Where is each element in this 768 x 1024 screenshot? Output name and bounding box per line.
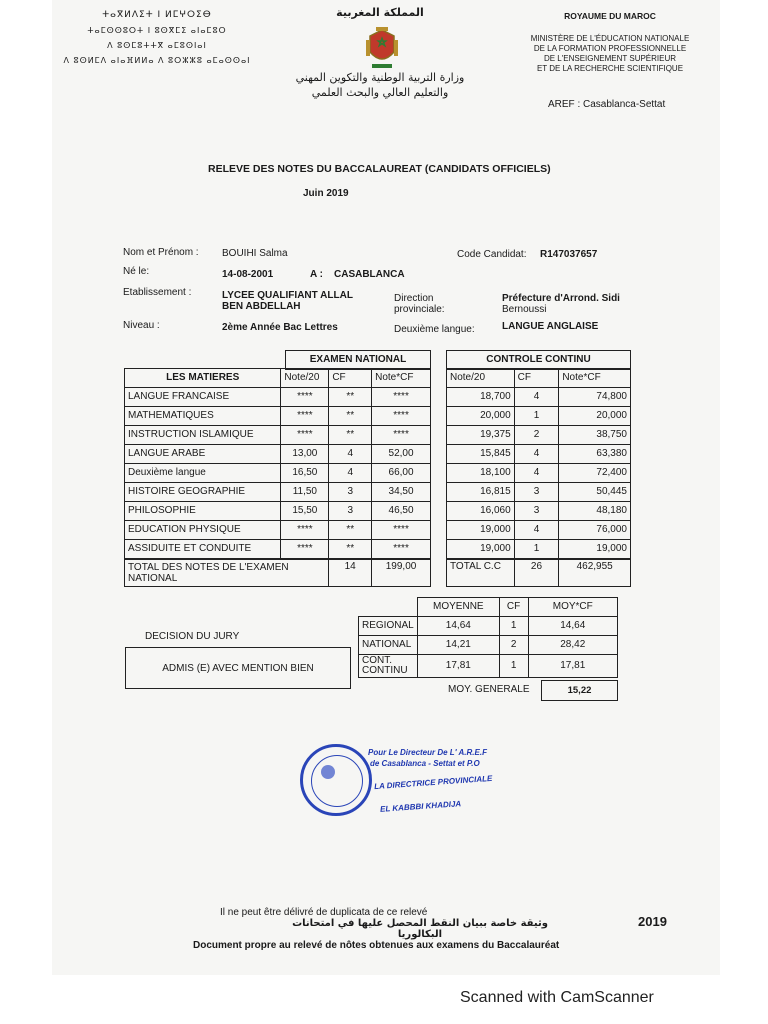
exam-note: 13,00	[281, 445, 329, 464]
cc-note: 15,845	[447, 445, 515, 464]
cc-note-cf: 74,800	[559, 388, 631, 407]
kingdom-label: ROYAUME DU MAROC	[564, 11, 656, 21]
cc-cf: 1	[514, 540, 559, 559]
duplicate-notice: Il ne peut être délivré de duplicata de ce relevé	[220, 907, 428, 918]
exam-total-value: 199,00	[372, 560, 431, 587]
average-row-label-line: CONT.	[362, 655, 392, 666]
exam-note-cf: ****	[372, 540, 431, 559]
average-row-label	[359, 636, 418, 655]
cc-note: 19,375	[447, 426, 515, 445]
stamp-line-4: EL KABBBI KHADIJA	[379, 799, 462, 814]
direction-line-2: Bernoussi	[502, 304, 547, 315]
exam-note-cf: ****	[372, 388, 431, 407]
level-label: Niveau :	[123, 320, 160, 331]
col-cf: CF	[329, 369, 372, 388]
exam-note: ****	[281, 426, 329, 445]
avg-col-cf: CF	[499, 598, 528, 617]
average-moyenne: 17,81	[417, 655, 499, 678]
language-value: LANGUE ANGLAISE	[502, 321, 599, 332]
school-name	[222, 290, 353, 312]
col-note-cf: Note*CF	[372, 369, 431, 388]
exam-row	[125, 426, 431, 445]
exam-row	[125, 502, 431, 521]
exam-row	[125, 540, 431, 559]
cc-col-note: Note/20	[447, 369, 515, 388]
name-label: Nom et Prénom :	[123, 247, 199, 258]
cc-cf: 4	[514, 388, 559, 407]
cc-note-cf: 76,000	[559, 521, 631, 540]
cc-note: 19,000	[447, 540, 515, 559]
exam-note-cf: ****	[372, 521, 431, 540]
decision-value: ADMIS (E) AVEC MENTION BIEN	[162, 662, 314, 674]
average-cf: 1	[499, 655, 528, 678]
ministry-line-3: DE L'ENSEIGNEMENT SUPÉRIEUR	[543, 54, 677, 63]
subject-name: ASSIDUITE ET CONDUITE	[125, 540, 281, 559]
cc-row	[447, 521, 631, 540]
cc-note-cf: 50,445	[559, 483, 631, 502]
born-place: CASABLANCA	[334, 269, 405, 280]
average-cf: 1	[499, 617, 528, 636]
stamp-line-3: LA DIRECTRICE PROVINCIALE	[373, 773, 493, 792]
cc-note: 18,100	[447, 464, 515, 483]
official-stamp-icon	[300, 744, 372, 816]
average-moy-cf: 14,64	[528, 617, 617, 636]
general-average-value: 15,22	[541, 680, 618, 701]
cc-col-cf: CF	[514, 369, 559, 388]
arabic-ministry-line-1: وزارة التربية الوطنية والتكوين المهني	[295, 71, 465, 84]
cc-row	[447, 483, 631, 502]
camscanner-watermark: Scanned with CamScanner	[460, 989, 654, 1006]
cc-row	[447, 502, 631, 521]
average-cf: 2	[499, 636, 528, 655]
school-line-1: LYCEE QUALIFIANT ALLAL	[222, 290, 353, 301]
cc-note-cf: 72,400	[559, 464, 631, 483]
arabic-ministry-line-2: والتعليم العالي والبحث العلمي	[311, 86, 449, 99]
exam-row	[125, 388, 431, 407]
aref-label: AREF : Casablanca-Settat	[548, 99, 666, 110]
exam-row	[125, 521, 431, 540]
cc-cf: 4	[514, 445, 559, 464]
cc-row	[447, 540, 631, 559]
code-label: Code Candidat:	[457, 249, 527, 260]
arabic-ministry	[290, 70, 470, 100]
exam-total-label-line-1: TOTAL DES NOTES DE L'EXAMEN	[128, 562, 289, 573]
exam-total-table	[124, 559, 431, 587]
cc-row	[447, 464, 631, 483]
subject-name: MATHEMATIQUES	[125, 407, 281, 426]
average-moy-cf: 17,81	[528, 655, 617, 678]
direction-label	[394, 293, 445, 315]
average-moyenne: 14,21	[417, 636, 499, 655]
ministry-line-4: ET DE LA RECHERCHE SCIENTIFIQUE	[536, 64, 684, 73]
general-average-label: MOY. GENERALE	[448, 684, 530, 695]
exam-cf: 4	[329, 464, 372, 483]
cc-col-note-cf: Note*CF	[559, 369, 631, 388]
candidate-code: R147037657	[540, 249, 598, 260]
average-row-label	[359, 655, 418, 678]
exam-cf: **	[329, 388, 372, 407]
exam-note: ****	[281, 407, 329, 426]
col-subject: LES MATIERES	[125, 369, 281, 388]
exam-note-cf: 66,00	[372, 464, 431, 483]
exam-row	[125, 445, 431, 464]
subject-name: PHILOSOPHIE	[125, 502, 281, 521]
decision-label: DECISION DU JURY	[145, 631, 240, 642]
kingdom-crest-icon	[364, 26, 400, 70]
page-title: RELEVE DES NOTES DU BACCALAUREAT (CANDIDATS OFFICIELS)	[208, 163, 551, 175]
average-row-label-line: REGIONAL	[362, 620, 414, 631]
born-at-label: A :	[310, 269, 323, 280]
school-label: Etablissement :	[123, 287, 192, 298]
cc-cf: 4	[514, 464, 559, 483]
exam-grades-table	[124, 368, 431, 559]
cc-note: 16,815	[447, 483, 515, 502]
col-note: Note/20	[281, 369, 329, 388]
ministry-line-2: DE LA FORMATION PROFESSIONNELLE	[533, 44, 687, 53]
exam-note-cf: ****	[372, 407, 431, 426]
exam-row	[125, 464, 431, 483]
exam-row	[125, 407, 431, 426]
cc-grades-table	[446, 368, 631, 559]
subject-name: LANGUE ARABE	[125, 445, 281, 464]
exam-cf: 3	[329, 502, 372, 521]
exam-note-cf: 34,50	[372, 483, 431, 502]
exam-note: 16,50	[281, 464, 329, 483]
cc-note-cf: 63,380	[559, 445, 631, 464]
average-moy-cf: 28,42	[528, 636, 617, 655]
cc-note-cf: 19,000	[559, 540, 631, 559]
ministry-label	[520, 34, 700, 74]
exam-national-header: EXAMEN NATIONAL	[286, 351, 431, 370]
born-label: Né le:	[123, 266, 150, 277]
exam-note: ****	[281, 521, 329, 540]
stamp-line-1: Pour Le Directeur De L' A.R.E.F	[368, 748, 487, 757]
cc-cf: 3	[514, 483, 559, 502]
cc-note: 18,700	[447, 388, 515, 407]
cc-cf: 3	[514, 502, 559, 521]
tifinagh-line-2: ⵜⴰⵎⵙⵙⵓⵔⵜ ⵏ ⵓⵙⴳⵎⵉ ⴰⵏⴰⵎⵓⵔ	[87, 26, 227, 35]
average-row-label	[359, 617, 418, 636]
exam-note-cf: 46,50	[372, 502, 431, 521]
born-date: 14-08-2001	[222, 269, 274, 280]
exam-total-cf: 14	[329, 560, 372, 587]
exam-total-label-line-2: NATIONAL	[128, 573, 178, 584]
cc-note: 16,060	[447, 502, 515, 521]
tifinagh-line-4: ⴷ ⵓⵙⵍⵎⴷ ⴰⵏⴰⴼⵍⵍⴰ ⴷ ⵓⵔⵣⵣⵓ ⴰⵎⴰⵙⵙⴰⵏ	[63, 56, 251, 65]
cc-row	[447, 407, 631, 426]
exam-note: ****	[281, 388, 329, 407]
cc-note-cf: 48,180	[559, 502, 631, 521]
average-moyenne: 14,64	[417, 617, 499, 636]
average-row-label-line: NATIONAL	[362, 639, 412, 650]
school-line-2: BEN ABDELLAH	[222, 301, 301, 312]
exam-note: ****	[281, 540, 329, 559]
avg-col-moyenne: MOYENNE	[417, 598, 499, 617]
average-row	[359, 655, 618, 678]
subject-name: EDUCATION PHYSIQUE	[125, 521, 281, 540]
subject-name: INSTRUCTION ISLAMIQUE	[125, 426, 281, 445]
direction-line-1: Préfecture d'Arrond. Sidi	[502, 293, 620, 304]
exam-note: 15,50	[281, 502, 329, 521]
footer-year: 2019	[638, 914, 667, 929]
direction-value	[502, 293, 620, 315]
cc-total-label: TOTAL C.C	[447, 560, 515, 587]
exam-cf: **	[329, 521, 372, 540]
cc-note-cf: 20,000	[559, 407, 631, 426]
exam-cf: 4	[329, 445, 372, 464]
exam-total-label	[125, 560, 329, 587]
level-value: 2ème Année Bac Lettres	[222, 322, 338, 333]
cc-note: 19,000	[447, 521, 515, 540]
cc-row	[447, 445, 631, 464]
exam-note-cf: 52,00	[372, 445, 431, 464]
cc-cf: 1	[514, 407, 559, 426]
exam-cf: 3	[329, 483, 372, 502]
averages-table	[358, 597, 618, 678]
cc-row	[447, 426, 631, 445]
cc-cf: 2	[514, 426, 559, 445]
average-row	[359, 636, 618, 655]
arabic-kingdom: المملكة المغربية	[336, 6, 424, 19]
controle-continu-header: CONTROLE CONTINU	[447, 351, 631, 370]
cc-total-cf: 26	[514, 560, 559, 587]
subject-name: HISTOIRE GEOGRAPHIE	[125, 483, 281, 502]
cc-note-cf: 38,750	[559, 426, 631, 445]
candidate-name: BOUIHI Salma	[222, 248, 288, 259]
exam-cf: **	[329, 426, 372, 445]
document-notice: Document propre au relevé de nôtes obtenues aux examens du Baccalauréat	[193, 940, 560, 951]
exam-cf: **	[329, 540, 372, 559]
exam-header-table	[285, 350, 431, 370]
ministry-line-1: MINISTÈRE DE L'ÉDUCATION NATIONALE	[530, 34, 690, 43]
exam-note: 11,50	[281, 483, 329, 502]
direction-label-line-1: Direction	[394, 293, 434, 304]
avg-col-moy-cf: MOY*CF	[528, 598, 617, 617]
direction-label-line-2: provinciale:	[394, 304, 445, 315]
cc-row	[447, 388, 631, 407]
average-row	[359, 617, 618, 636]
subject-name: Deuxième langue	[125, 464, 281, 483]
cc-total-table	[446, 559, 631, 587]
subject-name: LANGUE FRANCAISE	[125, 388, 281, 407]
cc-header-table	[446, 350, 631, 370]
cc-total-value: 462,955	[559, 560, 631, 587]
cc-note: 20,000	[447, 407, 515, 426]
session-label: Juin 2019	[303, 188, 349, 199]
tifinagh-line-1: ⵜⴰⴳⵍⴷⵉⵜ ⵏ ⵍⵎⵖⵔⵉⴱ	[102, 10, 212, 20]
average-row-label-line: CONTINU	[362, 665, 408, 676]
exam-row	[125, 483, 431, 502]
language-label: Deuxième langue:	[394, 324, 475, 335]
cc-cf: 4	[514, 521, 559, 540]
tifinagh-line-3: ⴷ ⵓⵙⵎⵓⵜⵜⴳ ⴰⵎⵓⵙⵏⴰⵏ	[107, 41, 207, 50]
arabic-footer: وثيقة خاصة ببيان النقط المحصل عليها في امتحانات البكالوريا	[292, 918, 548, 940]
decision-box	[125, 647, 351, 689]
exam-cf: **	[329, 407, 372, 426]
averages-empty-corner	[359, 598, 418, 617]
tifinagh-header	[63, 8, 251, 68]
stamp-line-2: de Casablanca - Settat et P.O	[370, 759, 480, 768]
exam-note-cf: ****	[372, 426, 431, 445]
